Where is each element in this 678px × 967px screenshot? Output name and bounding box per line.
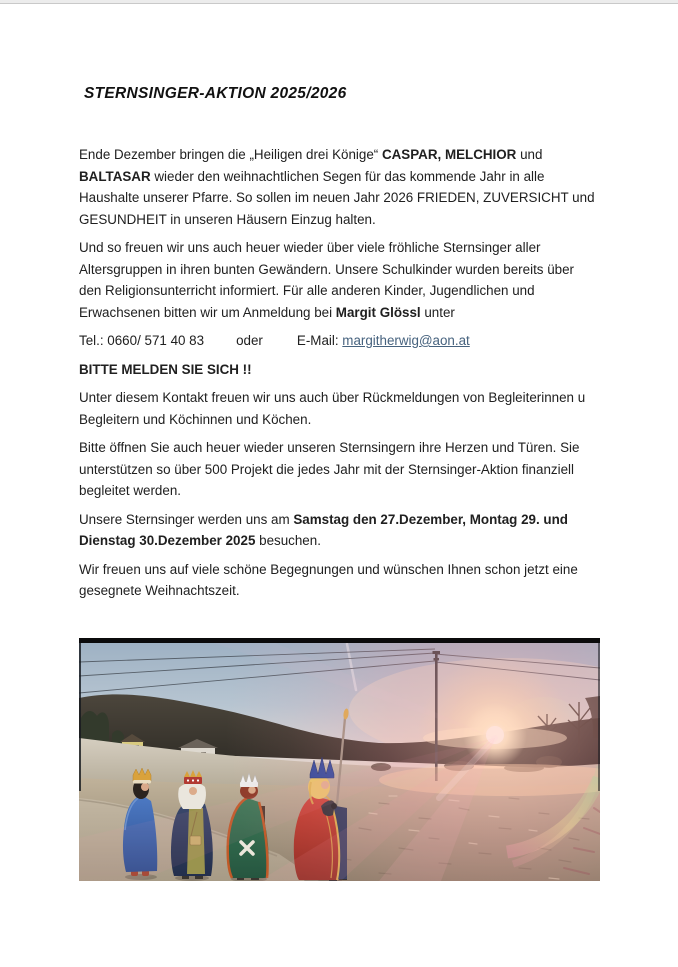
paragraph-visit-dates [79,509,600,552]
email-label: E-Mail: [296,333,343,348]
photo-right-edge [598,643,600,791]
paragraph-feedback: Unter diesem Kontakt freuen wir uns auch über Rückmeldungen von Begleiterinnen u Begleitern und Köchinnen und Köchen. [79,390,586,427]
sternsinger-photo [79,638,600,881]
text-segment: oder [236,333,263,348]
photo-left-edge [79,643,81,791]
visit-dates-bold: Samstag den 27.Dezember, Montag 29. und Dienstag 30.Dezember 2025 [79,511,568,548]
contact-line [79,330,600,352]
phone-number: Tel.: 0660/ 571 40 83 [79,333,205,348]
king-name-bold: BALTASAR [79,168,151,184]
document-page [79,85,600,881]
paragraph-projects: Bitte öffnen Sie auch heuer wieder unseren Sternsingern ihre Herzen und Türen. Sie unterstützen so über 500 Projekt die jedes Jahr mit der Sternsinger-Aktion finanziell begleitet werden. [79,440,580,498]
text-segment: und [516,147,543,162]
paragraph-registration [79,237,600,323]
paragraph-closing: Wir freuen uns auf viele schöne Begegnungen und wünschen Ihnen schon jetzt eine gesegnete Weihnachtszeit. [79,561,578,598]
text-segment: Ende Dezember bringen die „Heiligen drei Könige“ [79,147,382,162]
text-segment: Und so freuen wir uns auch heuer wieder über viele fröhliche Sternsinger aller Altersgruppen in ihren bunten Gewändern. Unsere Schulkinder wurden bereits über den Religionsunterricht informiert. Für alle anderen Kinder, Jugendlichen und Erwachsenen bitten wir um Anmeldung bei [79,240,575,320]
page-top-edge [0,0,678,4]
text-segment: wieder den weihnachtlichen Segen für das kommende Jahr in alle Haushalte unserer Pfarre. So sollen im neuen Jahr 2026 FRIEDEN, ZUVERSICHT und GESUNDHEIT in unseren Häusern Einzug halten. [79,168,595,227]
page-title: STERNSINGER-AKTION 2025/2026 [84,85,347,102]
text-segment: besuchen. [255,533,321,548]
kings-names-bold: CASPAR, MELCHIOR [381,147,517,162]
call-to-action: BITTE MELDEN SIE SICH !! [79,361,252,377]
photo-top-border [79,638,600,643]
text-segment: unter [420,304,455,320]
email-link[interactable]: margitherwig@aon.at [342,333,470,348]
text-segment: Unsere Sternsinger werden uns am [79,511,294,527]
paragraph-intro [79,144,600,230]
contact-person-bold: Margit Glössl [335,304,421,320]
